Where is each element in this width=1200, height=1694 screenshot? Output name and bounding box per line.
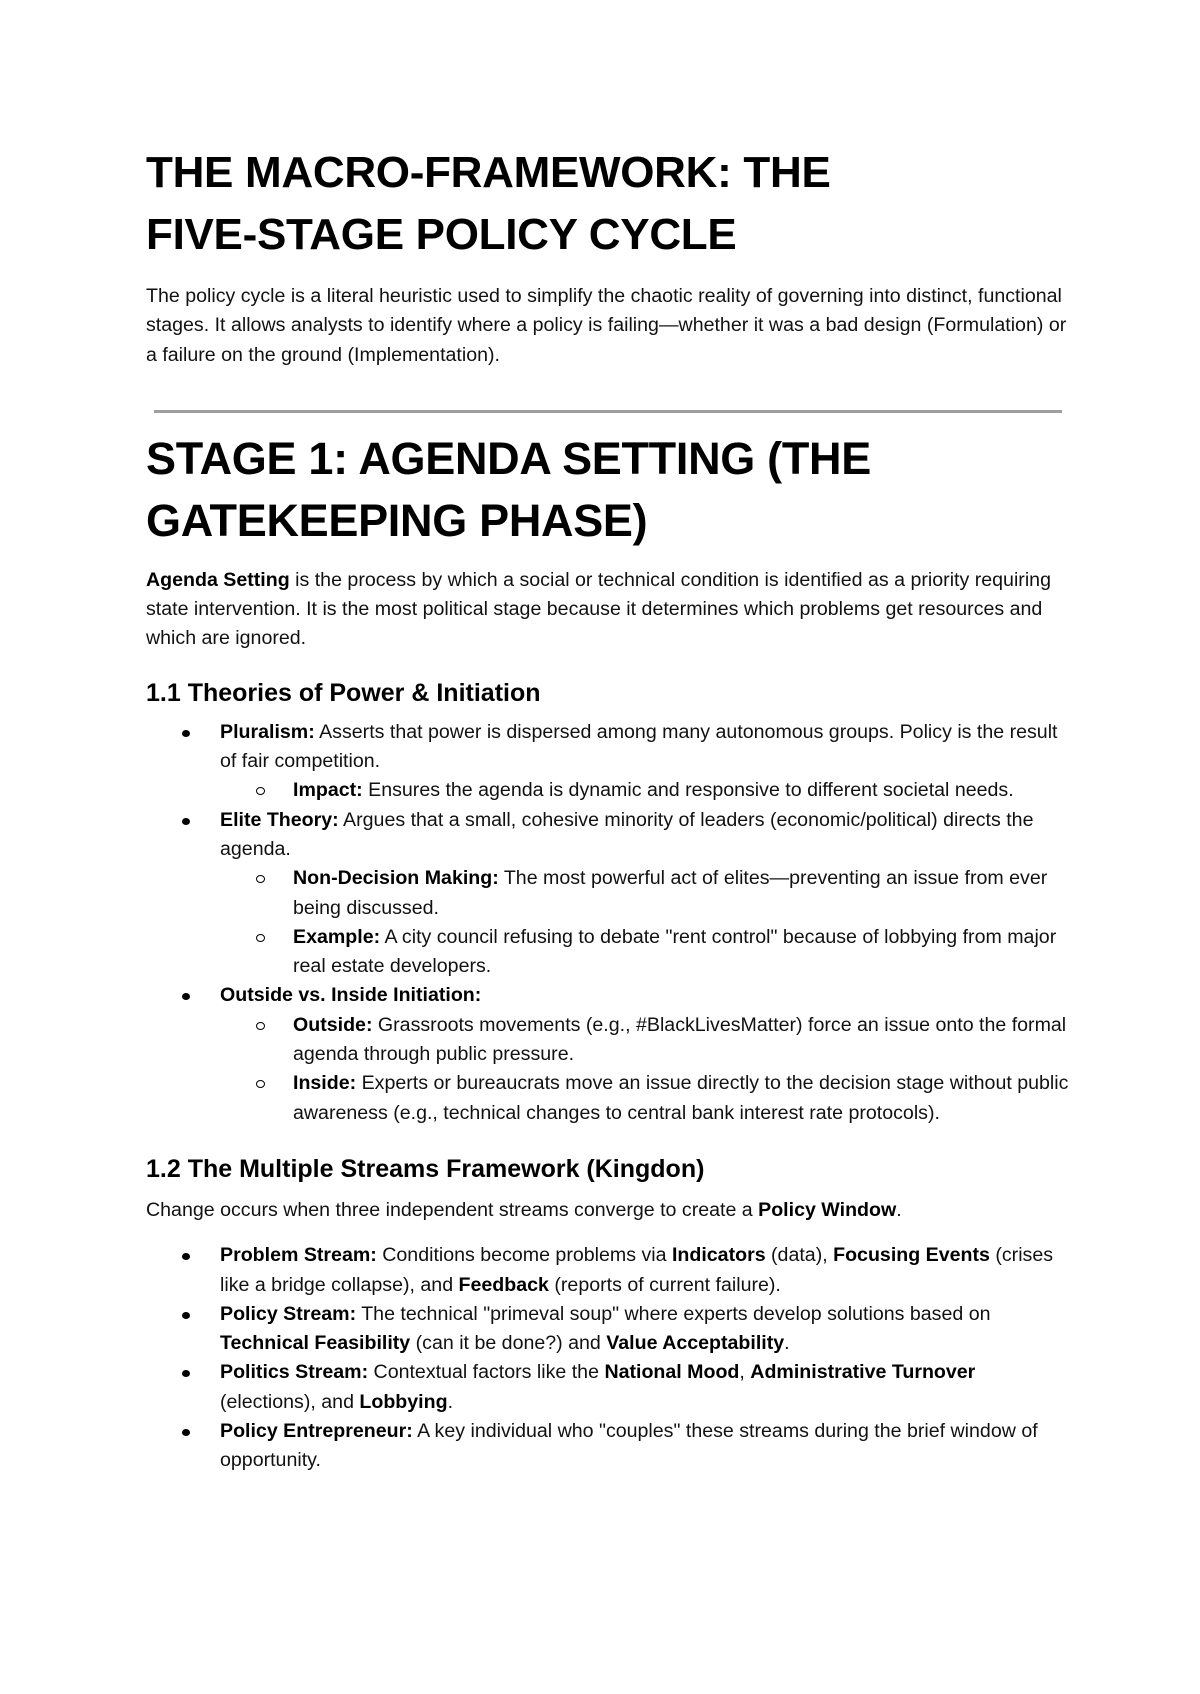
streams-intro xyxy=(146,1196,1070,1225)
list-item-label: Policy Stream: xyxy=(220,1302,357,1325)
horizontal-rule xyxy=(154,410,1062,413)
sub-list xyxy=(220,1011,1070,1128)
list-item-policy-entrepreneur xyxy=(146,1417,1070,1476)
list-item-text: A key individual who "couples" these streams during the brief window of opportunity. xyxy=(220,1420,1038,1472)
sub-item-text: A city council refusing to debate "rent control" because of lobbying from major real estate developers. xyxy=(293,925,1057,978)
sub-item-text: Grassroots movements (e.g., #BlackLivesMatter) force an issue onto the formal agenda through public pressure. xyxy=(293,1013,1067,1066)
bold-term: Lobbying xyxy=(359,1390,448,1413)
list-item-policy-stream xyxy=(146,1300,1070,1359)
bold-term: Feedback xyxy=(458,1273,549,1296)
sub-item-label: Example: xyxy=(293,925,381,948)
policy-window-term: Policy Window xyxy=(758,1198,897,1221)
sub-item-example xyxy=(220,923,1070,982)
stage-1-title-line-1: STAGE 1: AGENDA SETTING (THE xyxy=(146,432,871,484)
sub-item-inside xyxy=(220,1069,1070,1128)
circle-bullet-icon xyxy=(256,787,265,795)
list-item-text: Asserts that power is dispersed among many autonomous groups. Policy is the result of fair competition. xyxy=(220,720,1058,773)
sub-item-text: Ensures the agenda is dynamic and responsive to different societal needs. xyxy=(362,779,1014,802)
circle-bullet-icon xyxy=(256,875,265,883)
intro-paragraph: The policy cycle is a literal heuristic used to simplify the chaotic reality of governing into distinct, functional stages. It allows analysts to identify where a policy is failing—whether it was a bad design (Formulation) or a failure on the ground (Implementation). xyxy=(146,285,1067,366)
list-item-label: Problem Stream: xyxy=(220,1244,377,1267)
circle-bullet-icon xyxy=(256,1080,265,1088)
list-item-label: Policy Entrepreneur: xyxy=(220,1420,413,1443)
sub-item-label: Outside: xyxy=(293,1013,373,1036)
text-run: Conditions become problems via xyxy=(376,1244,672,1267)
list-item-label: Politics Stream: xyxy=(220,1361,369,1384)
stage-1-intro xyxy=(146,566,1070,654)
list-item-label: Elite Theory: xyxy=(220,808,339,831)
text-run: (data), xyxy=(765,1244,834,1267)
list-item-politics-stream xyxy=(146,1358,1070,1417)
streams-intro-end: . xyxy=(896,1198,902,1221)
streams-list xyxy=(146,1241,1070,1475)
sub-item-text: The most powerful act of elites—preventing an issue from ever being discussed. xyxy=(293,867,1048,919)
list-item-text: Argues that a small, cohesive minority of leaders (economic/political) directs the agenda. xyxy=(220,808,1034,860)
text-run: Contextual factors like the xyxy=(368,1361,605,1384)
document-title xyxy=(146,142,1070,266)
sub-item-label: Non-Decision Making: xyxy=(293,867,499,890)
sub-item-non-decision-making xyxy=(220,864,1070,923)
agenda-setting-term: Agenda Setting xyxy=(146,568,290,591)
text-run: . xyxy=(447,1390,454,1413)
text-run: (can it be done?) and xyxy=(410,1332,607,1355)
list-item-label: Outside vs. Inside Initiation: xyxy=(220,984,482,1007)
list-item-problem-stream xyxy=(146,1241,1070,1300)
bullet-icon xyxy=(182,818,190,825)
circle-bullet-icon xyxy=(256,1022,265,1030)
list-item-label: Pluralism: xyxy=(220,720,315,743)
sub-item-outside xyxy=(220,1011,1070,1070)
text-run: . xyxy=(784,1332,790,1355)
sub-list xyxy=(220,776,1070,805)
bold-term: National Mood xyxy=(604,1361,740,1384)
stage-1-intro-text: is the process by which a social or technical condition is identified as a priority requiring state intervention. It is the most political stage because it determines which problems get resources and which are ignored. xyxy=(146,568,1051,650)
text-run: , xyxy=(739,1361,751,1384)
sub-list xyxy=(220,864,1070,981)
theories-list xyxy=(146,718,1070,1128)
text-run: (reports of current failure). xyxy=(548,1273,781,1296)
bold-term: Administrative Turnover xyxy=(750,1361,976,1384)
list-item-initiation xyxy=(146,981,1070,1127)
bold-term: Value Acceptability xyxy=(606,1332,785,1355)
bold-term: Technical Feasibility xyxy=(220,1332,411,1355)
bold-term: Focusing Events xyxy=(833,1244,990,1267)
list-item-pluralism xyxy=(146,718,1070,806)
circle-bullet-icon xyxy=(256,934,265,942)
text-run: (elections), and xyxy=(220,1390,360,1413)
bullet-icon xyxy=(182,1312,190,1319)
title-line-2: FIVE-STAGE POLICY CYCLE xyxy=(146,210,737,259)
stage-1-title xyxy=(146,428,1070,552)
bullet-icon xyxy=(182,1370,190,1377)
bullet-icon xyxy=(182,1429,190,1436)
sub-item-label: Impact: xyxy=(293,779,363,802)
title-line-1: THE MACRO-FRAMEWORK: THE xyxy=(146,148,831,197)
bullet-icon xyxy=(182,1253,190,1260)
text-run: The technical "primeval soup" where experts develop solutions based on xyxy=(356,1302,991,1325)
list-item-elite-theory xyxy=(146,806,1070,982)
sub-item-label: Inside: xyxy=(293,1072,357,1095)
bold-term: Indicators xyxy=(671,1244,766,1267)
section-1-2-heading: 1.2 The Multiple Streams Framework (Kingdon) xyxy=(146,1154,705,1183)
text-run: (crises like a bridge collapse), and xyxy=(220,1244,1054,1296)
sub-item-text: Experts or bureaucrats move an issue directly to the decision stage without public awareness (e.g., technical changes to central bank interest rate protocols). xyxy=(293,1072,1069,1124)
bullet-icon xyxy=(182,993,190,1000)
section-1-1-heading: 1.1 Theories of Power & Initiation xyxy=(146,678,541,707)
sub-item-impact xyxy=(220,776,1070,805)
bullet-icon xyxy=(182,730,190,737)
stage-1-title-line-2: GATEKEEPING PHASE) xyxy=(146,494,648,546)
streams-intro-text: Change occurs when three independent streams converge to create a xyxy=(146,1198,759,1221)
